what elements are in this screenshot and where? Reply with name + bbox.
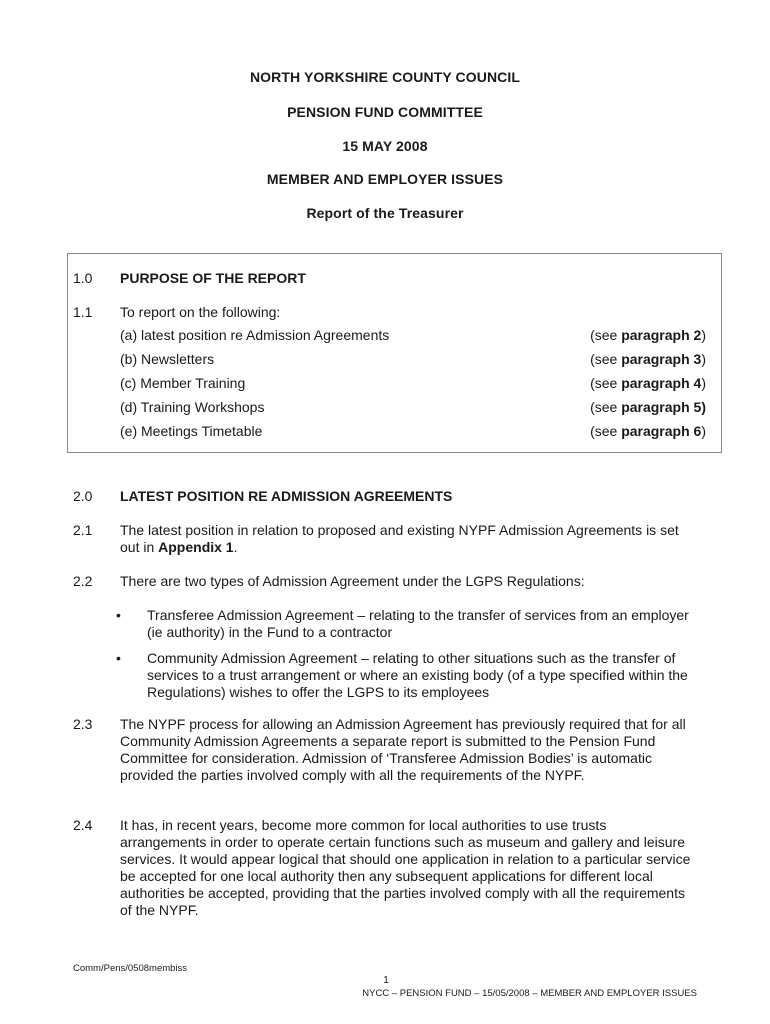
list-item-reference: (see paragraph 3) [590, 351, 706, 367]
page-number: 1 [383, 975, 389, 986]
paragraph-text: The NYPF process for allowing an Admission Agreement has previously required that for all Community Admission Agreements a separate report is submitted to the Pension Fund Committee for consideration. Admission of ‘Transferee Admission Bodies’ is automatic provided the parties involved comply with all the requirements of the NYPF. [120, 716, 686, 783]
list-item-reference: (see paragraph 6) [590, 423, 706, 439]
section-number: 2.0 [73, 488, 93, 504]
paragraph-number: 1.1 [73, 304, 93, 320]
list-item-label: (d) Training Workshops [120, 399, 265, 415]
bullet-marker: • [116, 607, 121, 623]
section-number: 1.0 [73, 270, 93, 286]
file-reference: Comm/Pens/0508membiss [73, 963, 188, 974]
list-item-label: (e) Meetings Timetable [120, 423, 263, 439]
paragraph-number: 2.2 [73, 573, 93, 589]
list-item-label: (b) Newsletters [120, 351, 215, 367]
list-item-reference: (see paragraph 4) [590, 375, 706, 391]
paragraph-number: 2.3 [73, 716, 93, 732]
subject-heading: MEMBER AND EMPLOYER ISSUES [266, 171, 504, 187]
list-item-reference: (see paragraph 5) [590, 399, 706, 415]
list-item-label: (c) Member Training [120, 375, 246, 391]
running-footer: NYCC – PENSION FUND – 15/05/2008 – MEMBER AND EMPLOYER ISSUES [362, 988, 697, 999]
list-item-reference: (see paragraph 2) [590, 327, 706, 343]
paragraph-number: 2.4 [73, 817, 93, 833]
paragraph-number: 2.1 [73, 522, 93, 538]
bullet-text: Transferee Admission Agreement – relating to the transfer of services from an employer (ie authority) in the Fund to a contractor [147, 607, 689, 640]
bullet-marker: • [116, 650, 121, 666]
section-title: PURPOSE OF THE REPORT [120, 270, 306, 286]
list-item-label: (a) latest position re Admission Agreements [120, 327, 390, 343]
paragraph-text: It has, in recent years, become more common for local authorities to use trusts arrangements in order to operate certain functions such as museum and gallery and leisure services. It would appear logical that should one application in relation to a particular service be accepted for one local authority then any subsequent applications for different local authorities be accepted, providing that the parties involved comply with all the requirements of the NYPF. [120, 817, 691, 918]
report-of-heading: Report of the Treasurer [306, 205, 464, 221]
council-heading: NORTH YORKSHIRE COUNTY COUNCIL [249, 69, 521, 85]
section-title: LATEST POSITION RE ADMISSION AGREEMENTS [120, 488, 453, 504]
paragraph-text: There are two types of Admission Agreement under the LGPS Regulations: [120, 573, 585, 589]
paragraph-text: To report on the following: [120, 304, 281, 320]
committee-heading: PENSION FUND COMMITTEE [287, 104, 483, 120]
bullet-text: Community Admission Agreement – relating to other situations such as the transfer of services to a trust arrangement or where an existing body (of a type specified within the Regulations) wishes to offer the LGPS to its employees [147, 650, 688, 700]
paragraph-text: The latest position in relation to proposed and existing NYPF Admission Agreements is set out in Appendix 1. [120, 522, 679, 555]
date-heading: 15 MAY 2008 [342, 138, 428, 154]
